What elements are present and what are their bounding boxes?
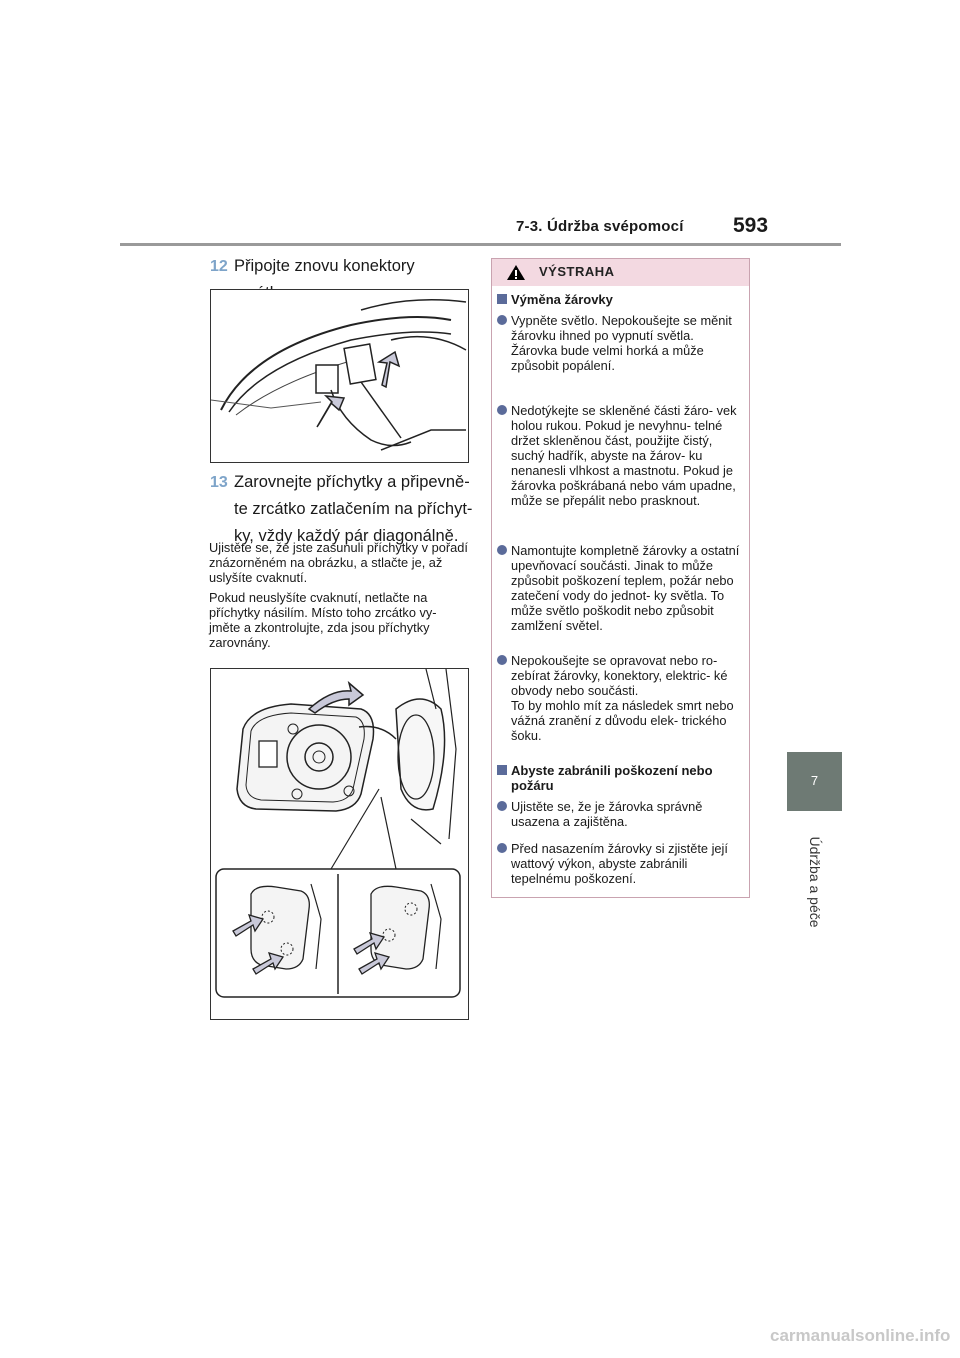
warning-item-text: Před nasazením žárovky si zjistěte její wattový výkon, abyste zabránili tepelnému poškození. [511,841,728,886]
chapter-title: Údržba a péče [806,836,823,928]
warning-item-text: Namontujte kompletně žárovky a ostatní upevňovací součásti. Jinak to může způsobit poškození teplem, požár nebo zatečení vody do jednot- ky světla. To může světlo poškodit nebo způsobit zamlžení světel. [511,543,740,633]
warning-item [497,313,745,373]
warning-section-heading [497,763,745,793]
round-bullet-icon [497,843,507,853]
round-bullet-icon [497,405,507,415]
page-number: 593 [733,214,769,237]
figure-mirror-connectors [210,289,469,463]
warning-item [497,543,745,633]
warning-item [497,403,745,508]
step-number: 12 [210,258,228,275]
note-no-click: Pokud neuslyšíte cvaknutí, netlačte na příchytky násilím. Místo toho zrcátko vy- jměte a zkontrolujte, zda jsou příchytky zarovnány. [209,590,437,650]
warning-item-text: Ujistěte se, že je žárovka správně usazena a zajištěna. [511,799,703,829]
section-heading-text: Abyste zabránili poškození nebo požáru [511,763,713,793]
warning-title: VÝSTRAHA [539,264,615,279]
round-bullet-icon [497,315,507,325]
chapter-tab [787,752,842,811]
chapter-number: 7 [810,773,819,788]
square-bullet-icon [497,294,507,304]
header-section-title: 7-3. Údržba svépomocí [516,218,684,235]
square-bullet-icon [497,765,507,775]
step-text: Zarovnejte příchytky a připevně- te zrcátko zatlačením na příchyt- ky, vždy každý pár diagonálně. [234,473,473,545]
warning-item [497,799,745,829]
round-bullet-icon [497,545,507,555]
chapter-title-vertical [787,812,842,952]
warning-item-text: Nepokoušejte se opravovat nebo ro- zebírat žárovky, konektory, elektric- ké obvody nebo součásti. To by mohlo mít za následek smrt nebo vážná zranění z důvodu elek- trického šoku. [511,653,734,743]
figure-mirror-install [210,668,469,1020]
section-heading-text: Výměna žárovky [511,292,613,307]
step-number: 13 [210,474,228,491]
warning-box [491,258,750,898]
note-clip-order: Ujistěte se, že jste zasunuli příchytky v pořadí znázorněném na obrázku, a stlačte je, až uslyšíte cvaknutí. [209,540,468,585]
mirror-install-illustration [211,669,468,1019]
mirror-connector-illustration [211,290,468,462]
header-divider [120,243,841,246]
warning-item-text: Nedotýkejte se skleněné části žáro- vek holou rukou. Pokud je nevyhnu- telné držet skleněnou část, použijte čistý, suchý hadřík, abyste na žárov- ku nenanesli vlhkost a mastnotu. Pokud je žárovka poškrábaná nebo vám upadne, může se přepálit nebo prasknout. [511,403,737,508]
round-bullet-icon [497,655,507,665]
warning-item [497,841,745,886]
warning-header [492,259,749,286]
warning-section-heading [497,292,745,307]
warning-item [497,653,745,743]
warning-triangle-icon [506,264,526,286]
warning-item-text: Vypněte světlo. Nepokoušejte se měnit žárovku ihned po vypnutí světla. Žárovka bude velmi horká a může způsobit popálení. [511,313,732,373]
watermark: carmanualsonline.info [770,1326,951,1345]
step-text: Připojte znovu konektory [234,257,415,275]
round-bullet-icon [497,801,507,811]
step-13 [210,469,475,550]
